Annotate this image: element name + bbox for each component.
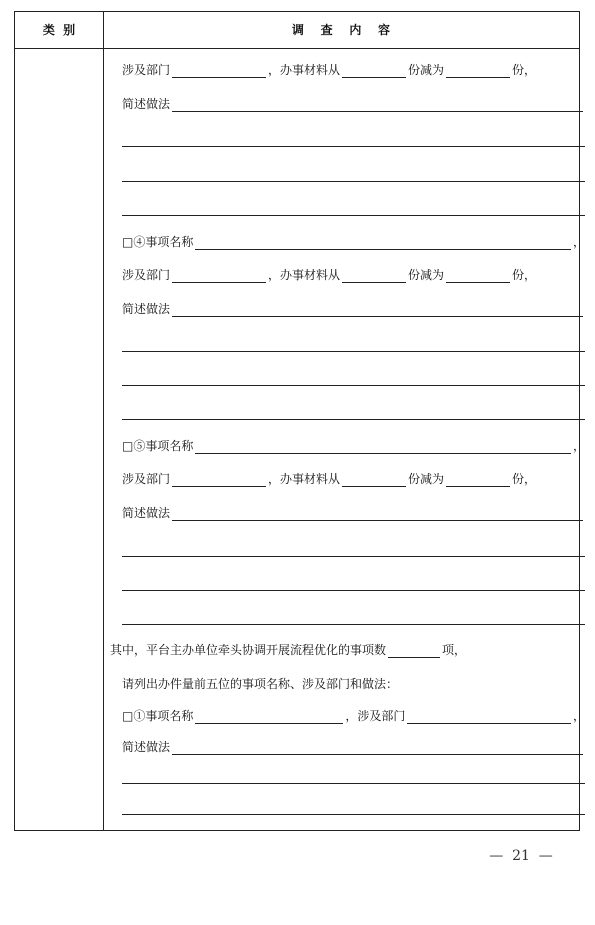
item-name-label: □①事项名称 — [122, 709, 194, 723]
method-label: 简述做法 — [122, 97, 171, 111]
header-divider — [15, 48, 579, 49]
dept-label: 涉及部门 — [122, 63, 171, 77]
header-content: 调 查 内 容 — [291, 23, 391, 37]
materials-from-blank[interactable] — [342, 268, 406, 283]
dept-materials-row — [122, 58, 585, 78]
materials-from-label: ，办事材料从 — [268, 472, 341, 486]
method-line[interactable] — [122, 385, 585, 386]
materials-from-blank[interactable] — [342, 63, 406, 78]
method-blank[interactable] — [172, 302, 583, 317]
fen-label: 份， — [512, 268, 537, 282]
item-name-label: □④事项名称 — [122, 235, 194, 249]
dept-blank[interactable] — [407, 709, 571, 724]
comma: ， — [572, 439, 585, 453]
method-line[interactable] — [122, 556, 585, 557]
reduced-to-label: 份减为 — [408, 472, 445, 486]
method-line[interactable] — [122, 215, 585, 216]
dept-label: 涉及部门 — [122, 268, 171, 282]
summary-suffix: 项， — [442, 643, 467, 657]
item-name-blank[interactable] — [195, 709, 343, 724]
materials-from-label: ，办事材料从 — [268, 268, 341, 282]
method-line[interactable] — [122, 181, 585, 182]
dept-label: 涉及部门 — [122, 472, 171, 486]
reduced-to-label: 份减为 — [408, 63, 445, 77]
comma: ， — [572, 235, 585, 249]
method-blank[interactable] — [172, 97, 583, 112]
instruction-text: 请列出办件量前五位的事项名称、涉及部门和做法： — [122, 677, 399, 691]
materials-to-blank[interactable] — [446, 268, 510, 283]
item-name-blank[interactable] — [195, 235, 571, 250]
method-blank[interactable] — [172, 740, 583, 755]
reduced-to-label: 份减为 — [408, 268, 445, 282]
dept-blank[interactable] — [172, 268, 266, 283]
method-line[interactable] — [122, 419, 585, 420]
column-divider — [103, 12, 104, 830]
dept-materials-row — [122, 467, 585, 487]
item-name-row — [122, 704, 585, 724]
dept-label: ，涉及部门 — [345, 709, 406, 723]
comma: ， — [572, 709, 585, 723]
method-line[interactable] — [122, 814, 585, 815]
materials-to-blank[interactable] — [446, 472, 510, 487]
method-row — [122, 297, 585, 317]
fen-label: 份， — [512, 63, 537, 77]
method-line[interactable] — [122, 351, 585, 352]
item-name-label: □⑤事项名称 — [122, 439, 194, 453]
dept-blank[interactable] — [172, 472, 266, 487]
materials-from-blank[interactable] — [342, 472, 406, 487]
method-line[interactable] — [122, 590, 585, 591]
page-number: — 21 — — [489, 848, 553, 864]
item-name-row — [122, 230, 585, 250]
fen-label: 份， — [512, 472, 537, 486]
item-name-blank[interactable] — [195, 439, 571, 454]
method-line[interactable] — [122, 783, 585, 784]
instruction-line — [122, 672, 585, 692]
count-blank[interactable] — [388, 643, 440, 658]
materials-from-label: ，办事材料从 — [268, 63, 341, 77]
method-line[interactable] — [122, 624, 585, 625]
method-blank[interactable] — [172, 506, 583, 521]
method-row — [122, 501, 585, 521]
header-category: 类 别 — [42, 23, 76, 37]
method-row — [122, 92, 585, 112]
summary-line — [110, 638, 585, 658]
method-label: 简述做法 — [122, 740, 171, 754]
method-label: 简述做法 — [122, 506, 171, 520]
method-line[interactable] — [122, 146, 585, 147]
item-name-row — [122, 434, 585, 454]
dept-blank[interactable] — [172, 63, 266, 78]
method-label: 简述做法 — [122, 302, 171, 316]
summary-prefix: 其中，平台主办单位牵头协调开展流程优化的事项数 — [110, 643, 387, 657]
method-row — [122, 735, 585, 755]
dept-materials-row — [122, 263, 585, 283]
materials-to-blank[interactable] — [446, 63, 510, 78]
